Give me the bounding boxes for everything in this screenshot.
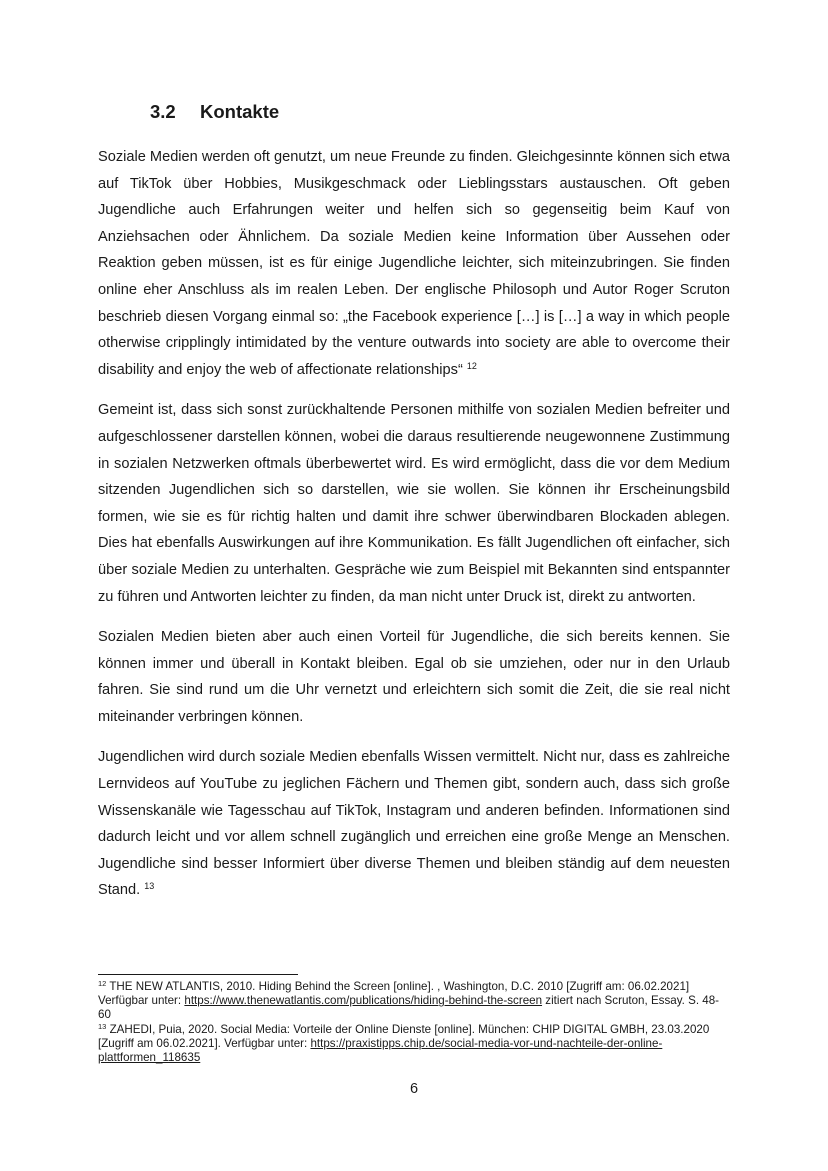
footnote-text: ZAHEDI, Puia, 2020. Social Media: Vorteile der Online Dienste [online]. München: CHIP DIGITAL GMBH, 23.03.2020 [Zugriff am 06.02.2021]. Verfügbar unter: <box>98 1022 710 1050</box>
footnote-number: 13 <box>98 1021 107 1031</box>
footnote-text: zitiert nach Scruton, Essay. S. 48-60 <box>98 994 720 1022</box>
footnote-ref[interactable]: 12 <box>466 360 477 371</box>
paragraph <box>98 144 730 383</box>
footnote <box>98 1023 730 1066</box>
section-title: Kontakte <box>200 101 280 122</box>
section-heading <box>150 101 279 123</box>
footnote-ref[interactable]: 13 <box>144 881 155 892</box>
paragraph-text: Sozialen Medien bieten aber auch einen Vorteil für Jugendliche, die sich bereits kennen. Sie können immer und überall in Kontakt bleiben. Egal ob sie umziehen, oder nur in den Urlaub fahren. Sie sind rund um die Uhr vernetzt und erleichtern sich somit die Zeit, die sie real nicht miteinander verbringen können. <box>98 629 730 725</box>
footnote-link[interactable]: https://www.thenewatlantis.com/publications/hiding-behind-the-screen <box>184 994 543 1008</box>
paragraph <box>98 744 730 904</box>
page-number: 6 <box>409 1081 419 1097</box>
paragraph-text: Soziale Medien werden oft genutzt, um neue Freunde zu finden. Gleichgesinnte können sich etwa auf TikTok über Hobbies, Musikgeschmack oder Lieblingsstars austauschen. Oft geben Jugendliche auch Erfahrungen weiter und helfen sich so gegenseitig beim Kauf von Anziehsachen oder Ähnlichem. Da soziale Medien keine Information über Aussehen oder Reaktion geben müssen, ist es für einige Jugendliche leichter, sich miteinzubringen. Sie finden online eher Anschluss als im realen Leben. Der englische Philosoph und Autor Roger Scruton beschrieb diesen Vorgang einmal so: „the Facebook experience […] is […] a way in which people otherwise cripplingly intimidated by the venture outwards into society are able to overcome their disability and enjoy the web of affectionate relationships“ <box>98 149 730 378</box>
footnotes <box>98 980 730 1065</box>
section-number: 3.2 <box>150 101 176 122</box>
footnote <box>98 980 730 1023</box>
paragraph <box>98 624 730 730</box>
paragraph <box>98 397 730 610</box>
body-text <box>98 144 730 918</box>
footnote-link[interactable]: https://praxistipps.chip.de/social-media-vor-und-nachteile-der-online-plattformen_118635 <box>98 1036 663 1065</box>
footnote-text: THE NEW ATLANTIS, 2010. Hiding Behind the Screen [online]. , Washington, D.C. 2010 [Zugriff am: 06.02.2021] Verfügbar unter: <box>98 980 690 1008</box>
footnote-number: 12 <box>98 979 107 988</box>
paragraph-text: Jugendlichen wird durch soziale Medien ebenfalls Wissen vermittelt. Nicht nur, dass es zahlreiche Lernvideos auf YouTube zu jeglichen Fächern und Themen gibt, sondern auch, dass sich große Wissenskanäle wie Tagesschau auf TikTok, Instagram und anderen befinden. Informationen sind dadurch leicht und vor allem schnell zugänglich und erreichen eine große Menge an Menschen. Jugendliche sind besser Informiert über diverse Themen und bleiben ständig auf dem neuesten Stand. <box>98 749 730 899</box>
paragraph-text: Gemeint ist, dass sich sonst zurückhaltende Personen mithilfe von sozialen Medien befreiter und aufgeschlossener darstellen können, wobei die daraus resultierende neugewonnene Zustimmung in sozialen Netzwerken oftmals überbewertet wird. Es wird ermöglicht, dass die vor dem Medium sitzenden Jugendlichen sich so darstellen, wie sie wollen. Sie können ihr Erscheinungsbild formen, wie sie es für richtig halten und damit ihre schwer überwindbaren Blockaden ablegen. Dies hat ebenfalls Auswirkungen auf ihre Kommunikation. Es fällt Jugendlichen oft einfacher, sich über soziale Medien zu unterhalten. Gespräche wie zum Beispiel mit Bekannten sind entspannter zu führen und Antworten leichter zu finden, da man nicht unter Druck ist, direkt zu antworten. <box>98 402 730 605</box>
footnote-separator <box>98 974 298 975</box>
